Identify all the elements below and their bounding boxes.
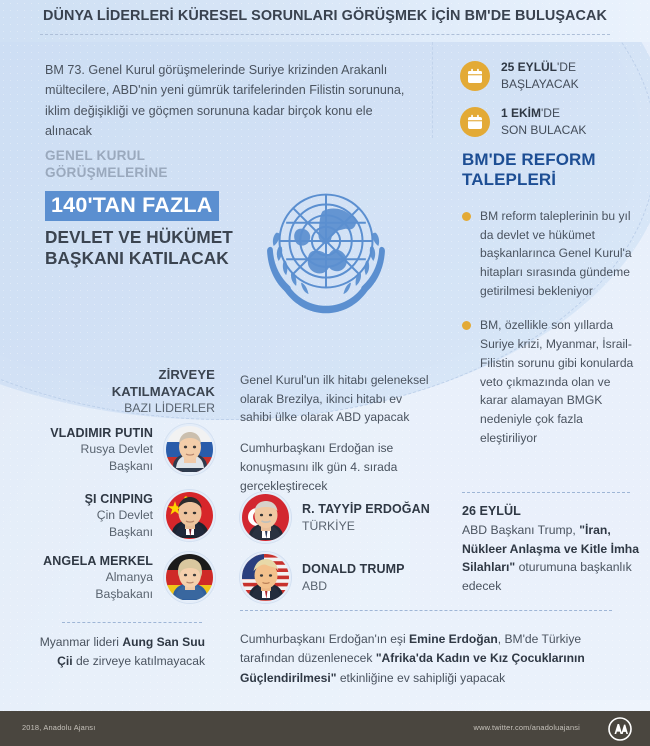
speaker-name: R. TAYYİP ERDOĞAN <box>302 501 430 516</box>
leader-name: VLADIMIR PUTIN <box>50 425 153 440</box>
leader-item-merkel <box>35 552 215 603</box>
key-date-line2: SON BULACAK <box>501 122 587 137</box>
trump-avatar <box>240 552 291 603</box>
emine-bold2: "Afrika'da Kadın ve Kız Çocuklarının Güçlendirilmesi" <box>240 651 585 685</box>
aa-logo <box>608 717 632 741</box>
speaker-country: ABD <box>302 578 328 593</box>
leader-role-line2: Başbakanı <box>95 586 153 601</box>
key-date-item <box>460 105 645 138</box>
note-bold: "İran, Nükleer Anlaşma ve Kitle İmha Silahları" <box>462 523 640 575</box>
not-attending-line2: KATILMAYACAK <box>111 384 215 400</box>
bullet-dot-icon <box>462 321 471 330</box>
emine-erdogan-note <box>240 630 630 688</box>
key-date-strong: 25 EYLÜL <box>501 60 558 74</box>
speaking-order-text <box>240 371 430 507</box>
key-date-text <box>501 105 586 138</box>
note-post: oturumuna başkanlık edecek <box>462 560 632 593</box>
myanmar-note <box>35 633 205 671</box>
leader-role-line1: Rusya Devlet <box>80 442 153 457</box>
stat-kicker-line1: GENEL KURUL <box>45 148 146 163</box>
emine-bold1: Emine Erdoğan <box>409 632 498 646</box>
page-title: DÜNYA LİDERLERİ KÜRESEL SORUNLARI GÖRÜŞMEK İÇİN BM'DE BULUŞACAK <box>42 8 608 24</box>
not-attending-line3: BAZI LİDERLER <box>124 401 215 416</box>
footer-twitter-url[interactable]: www.twitter.com/anadoluajansi <box>473 723 580 732</box>
stat-highlight: 140'TAN FAZLA <box>45 191 219 221</box>
not-attending-heading <box>35 366 215 415</box>
note-body <box>462 521 642 595</box>
leader-text <box>43 553 153 603</box>
key-date-text <box>501 59 579 92</box>
leader-item-xi <box>35 490 215 541</box>
emine-mid: , BM'de Türkiye tarafından düzenlenecek <box>240 632 582 666</box>
note-date: 26 EYLÜL <box>462 504 521 518</box>
putin-avatar <box>164 424 215 475</box>
speaker-country: TÜRKİYE <box>302 518 355 533</box>
key-date-line2: BAŞLAYACAK <box>501 76 579 91</box>
reform-note-divider <box>462 492 630 493</box>
speaker-text <box>302 501 430 534</box>
leader-text <box>85 491 153 541</box>
intro-paragraph: BM 73. Genel Kurul görüşmelerinde Suriye krizinden Arakanlı mültecilere, ABD'nin yeni gümrük tarifelerinden Filistin sorununa, iklim değişikliği ve göçmen sorununa kadar birçok konu ele alınacak <box>45 63 405 139</box>
stat-kicker-line2: GÖRÜŞMELERİNE <box>45 164 168 180</box>
bottom-right-divider <box>240 610 612 611</box>
leader-text <box>50 425 153 475</box>
un-emblem <box>243 168 409 334</box>
leader-role-line2: Başkanı <box>108 458 153 473</box>
calendar-icon <box>460 107 490 137</box>
merkel-avatar <box>164 552 215 603</box>
reform-demands-column <box>462 150 638 448</box>
speaking-order-paragraph: Cumhurbaşkanı Erdoğan ise konuşmasını ilk gün 4. sırada gerçekleştirecek <box>240 441 398 493</box>
myanmar-bold: Aung San Suu Çii <box>57 635 205 668</box>
key-date-item <box>460 59 645 92</box>
reform-title-line1: BM'DE REFORM <box>462 150 596 169</box>
leader-item-putin <box>35 424 215 475</box>
stat-sub-line2: BAŞKANI KATILACAK <box>45 248 229 269</box>
emine-pre: Cumhurbaşkanı Erdoğan'ın eşi <box>240 632 410 646</box>
page-header <box>0 8 650 24</box>
bottom-left-divider <box>62 622 202 623</box>
stat-sub-line1: DEVLET VE HÜKÜMET <box>45 226 233 247</box>
header-divider <box>40 34 610 35</box>
myanmar-post: de zirveye katılmayacak <box>72 653 205 668</box>
reform-bullet-text: BM reform taleplerinin bu yıl da devlet ve hükümet başkanlarınca Genel Kurul'a hitapları sırasında gündeme getirilmesi bekleniyor <box>480 208 632 298</box>
leader-name: ŞI CINPING <box>84 491 153 506</box>
reform-title <box>462 150 638 191</box>
leader-role-line2: Başkanı <box>108 524 153 539</box>
key-dates-list <box>460 59 645 151</box>
reform-bullet-text: BM, özellikle son yıllarda Suriye krizi, Myanmar, İsrail-Filistin sorunu gibi konularda veto çıkmazında olan ve karar alamayan BMGK nedeniyle çok fazla eleştiriliyor <box>480 318 634 445</box>
bullet-dot-icon <box>462 212 471 221</box>
trump-session-note <box>462 504 642 595</box>
reform-bullet <box>462 316 638 447</box>
key-date-suffix: 'DE <box>557 60 576 74</box>
reform-bullet <box>462 207 638 301</box>
speaking-order-paragraph: Genel Kurul'un ilk hitabı geleneksel olarak Brezilya, ikinci hitabı ev sahibi ülke olarak ABD yapacak <box>240 373 429 425</box>
key-date-strong: 1 EKİM <box>501 106 542 121</box>
reform-title-line2: TALEPLERİ <box>462 170 557 190</box>
speaker-text <box>302 561 405 594</box>
emine-post: etkinliğine ev sahipliği yapacak <box>336 670 506 685</box>
leader-role-line1: Çin Devlet <box>96 508 153 523</box>
speaker-item-trump <box>240 552 405 603</box>
erdogan-avatar <box>240 492 291 543</box>
leader-role-line1: Almanya <box>105 570 153 585</box>
footer-copyright: 2018, Anadolu Ajansı <box>22 723 96 732</box>
calendar-icon <box>460 61 490 91</box>
note-pre: ABD Başkanı Trump, <box>462 523 580 537</box>
myanmar-pre: Myanmar lideri <box>39 635 123 649</box>
not-attending-line1: ZİRVEYE <box>158 367 215 382</box>
speaker-name: DONALD TRUMP <box>302 561 405 576</box>
speaker-item-erdogan <box>240 492 430 543</box>
xi-avatar <box>164 490 215 541</box>
key-date-suffix: 'DE <box>541 106 560 121</box>
leader-name: ANGELA MERKEL <box>43 553 153 568</box>
page-footer <box>0 711 650 746</box>
